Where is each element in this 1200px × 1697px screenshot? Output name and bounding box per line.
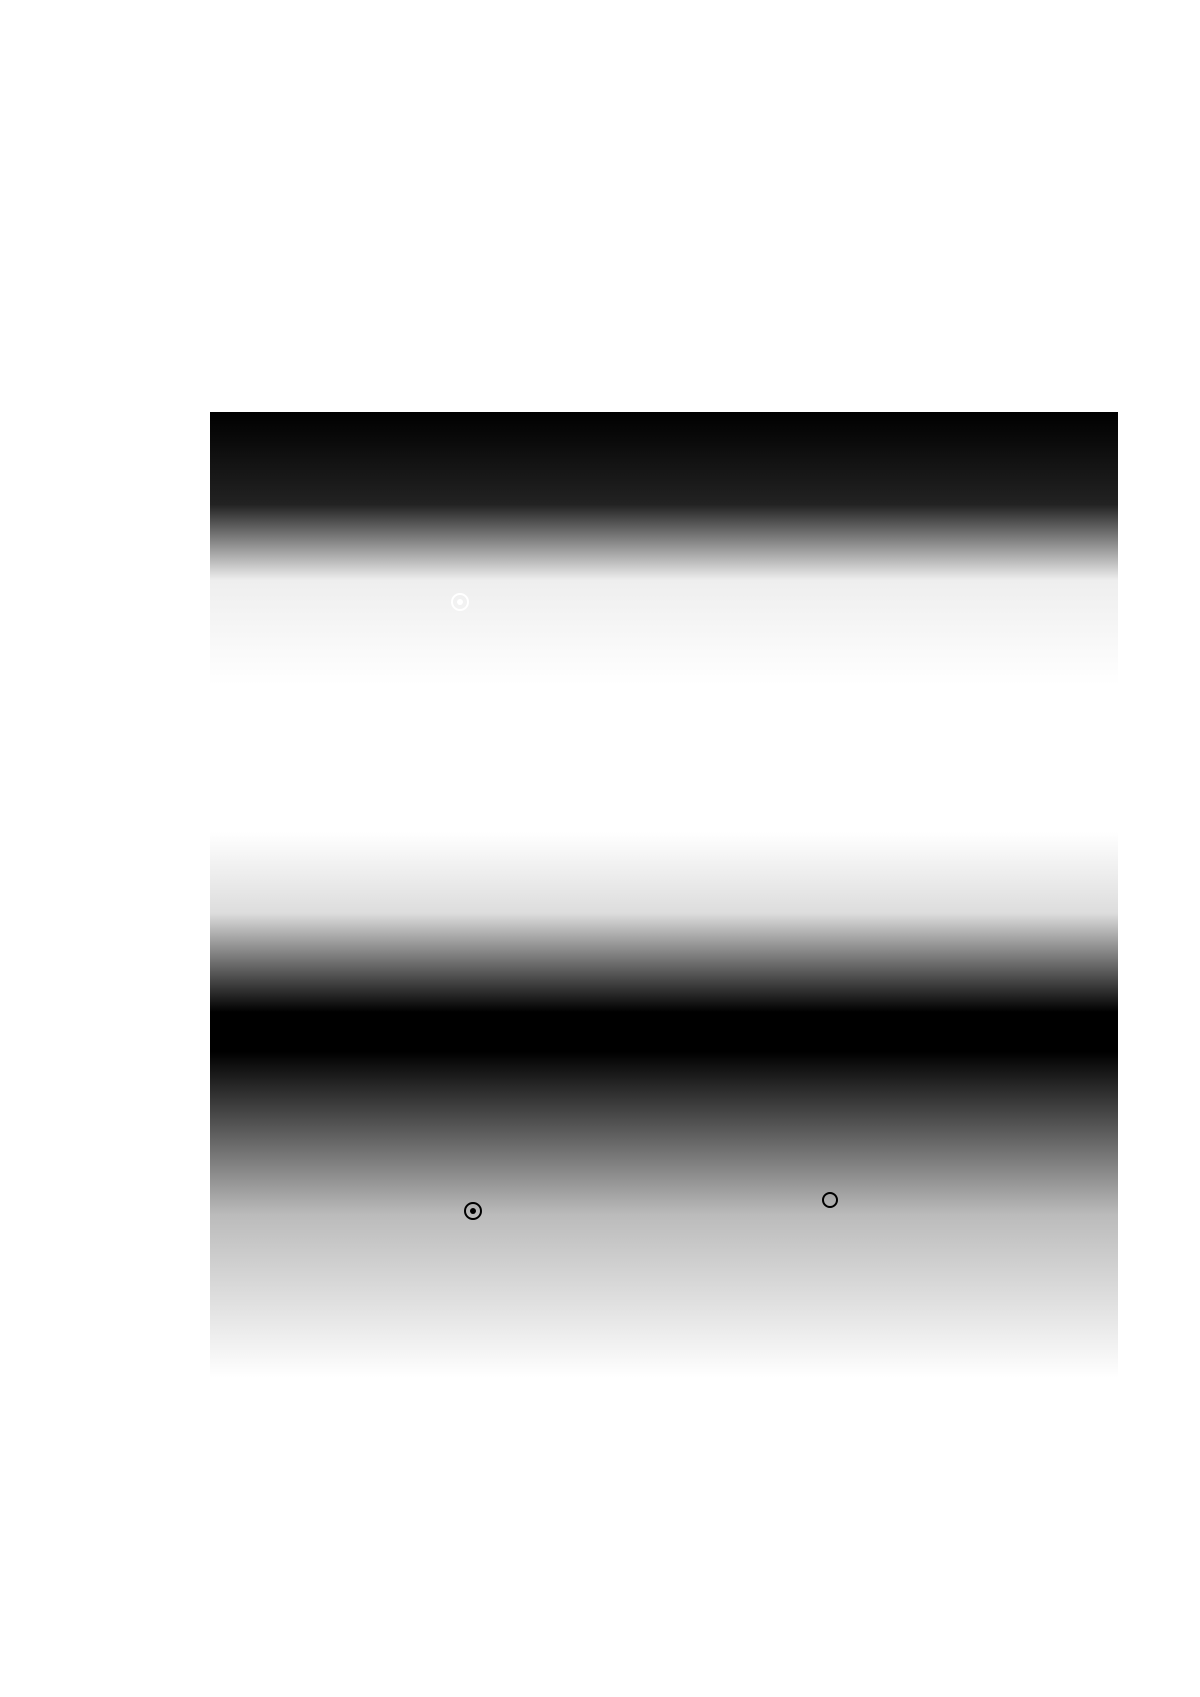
hex-map-graphic [210,412,1118,1595]
body-text [175,113,1152,119]
infographic-figure [210,412,1118,1595]
